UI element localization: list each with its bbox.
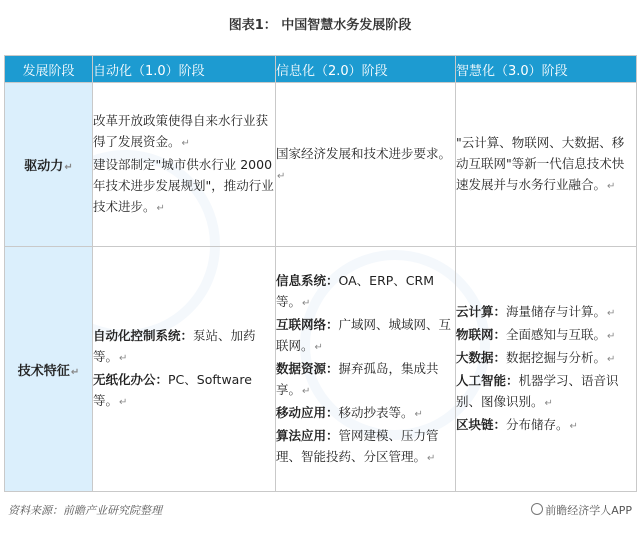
feature-item: 区块链：分布储存。↵ <box>456 417 578 432</box>
tech-features-automation <box>93 247 276 492</box>
feature-item: 信息系统：OA、ERP、CRM 等。↵ <box>276 272 435 309</box>
cell-paragraph: 改革开放政策使得自来水行业获得了发展资金。↵ <box>93 113 269 149</box>
stage-label: 驱动力↵ <box>5 83 93 247</box>
cell-paragraph: 建设部制定"城市供水行业 2000 年技术进步发展规划"，推动行业技术进步。↵ <box>93 157 274 214</box>
header-smart: 智慧化（3.0）阶段 <box>456 56 637 83</box>
feature-item: 移动应用：移动抄表等。↵ <box>276 404 423 420</box>
tech-features-informatization <box>276 247 456 492</box>
feature-item: 人工智能：机器学习、语音识别、图像识别。↵ <box>456 373 619 409</box>
header-row <box>5 56 637 83</box>
brand-credit: 前瞻经济学人APP <box>531 502 632 518</box>
feature-item: 自动化控制系统：泵站、加药等。↵ <box>93 328 256 364</box>
header-stage: 发展阶段 <box>5 56 93 83</box>
feature-item: 大数据：数据挖掘与分析。↵ <box>456 350 616 365</box>
source-note: 资料来源：前瞻产业研究院整理 <box>8 504 162 517</box>
table-row-driving-force <box>5 83 637 247</box>
header-automation: 自动化（1.0）阶段 <box>93 56 276 83</box>
driving-force-informatization <box>276 83 456 247</box>
feature-item: 数据资源：摒弃孤岛，集成共享。↵ <box>276 360 439 397</box>
driving-force-automation <box>93 83 276 247</box>
feature-item: 互联网络：广域网、城域网、互联网。↵ <box>276 316 452 353</box>
table-row-tech-features <box>5 247 637 492</box>
brand-logo-icon <box>531 503 543 515</box>
driving-force-smart <box>456 83 637 247</box>
feature-item: 算法应用：管网建模、压力管理、智能投药、分区管理。↵ <box>276 427 439 464</box>
feature-item: 云计算：海量储存与计算。↵ <box>456 304 616 319</box>
stage-label: 技术特征↵ <box>5 247 93 492</box>
cell-paragraph: "云计算、物联网、大数据、移动互联网"等新一代信息技术快速发展并与水务行业融合。↵ <box>456 135 625 192</box>
development-stage-table <box>4 55 637 492</box>
tech-features-smart <box>456 247 637 492</box>
cell-paragraph: 国家经济发展和技术进步要求。↵ <box>276 145 452 182</box>
feature-item: 物联网：全面感知与互联。↵ <box>456 327 616 342</box>
header-informatization: 信息化（2.0）阶段 <box>276 56 456 83</box>
chart-title: 图表1： 中国智慧水务发展阶段 <box>228 18 412 33</box>
feature-item: 无纸化办公：PC、Software 等。↵ <box>93 372 252 408</box>
